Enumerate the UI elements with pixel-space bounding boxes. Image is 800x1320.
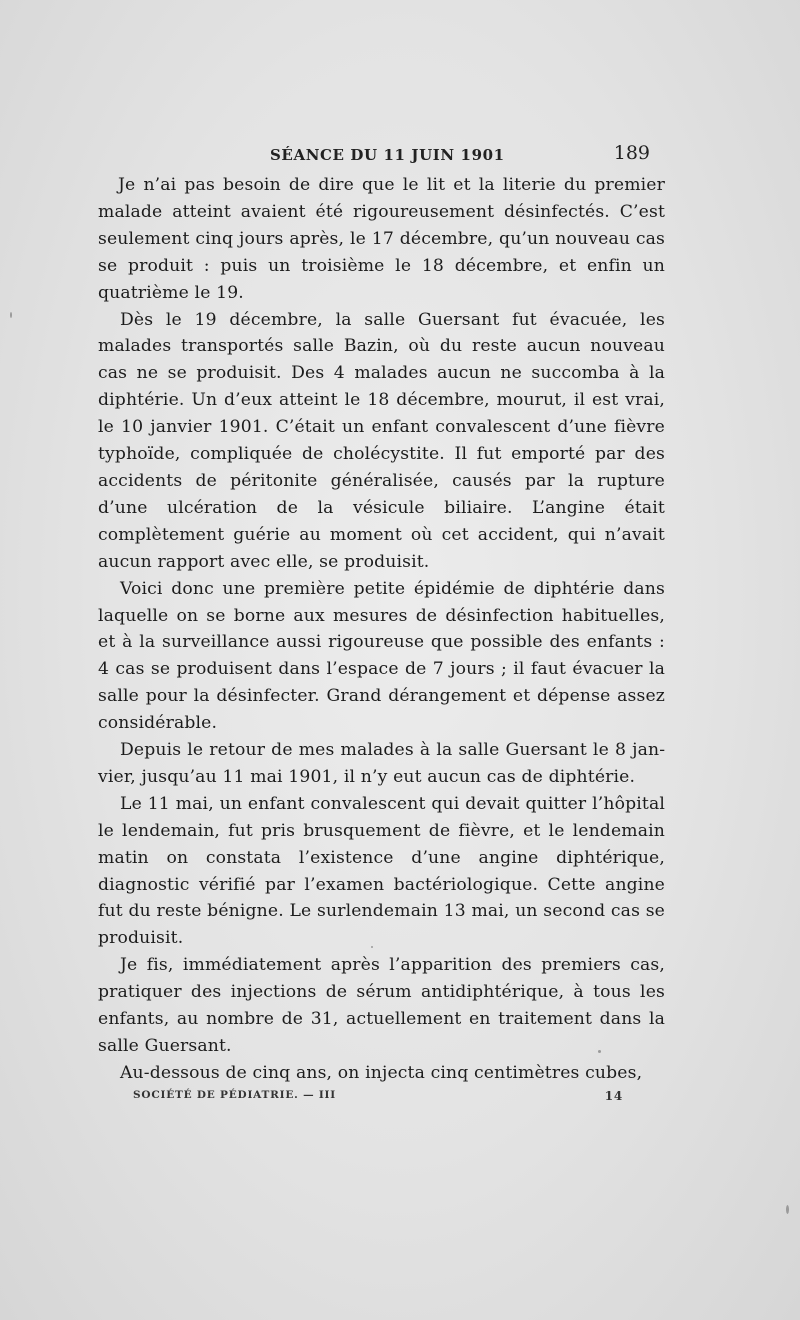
- sheet-number: 14: [604, 1089, 623, 1103]
- paragraph-3: Voici donc une première petite épidémie de diphtérie dans laquelle on se borne aux mesures de désinfection habituelles, et à la surveillance aussi rigoureuse que possible des enfants : 4 cas se produisent dans l’espace de 7 jours ; il faut évacuer la salle pour la désinfecter. Grand dérangement et dépense assez considérable.: [98, 578, 665, 734]
- page-number: 189: [613, 142, 650, 164]
- paragraph-7: Au-dessous de cinq ans, on injecta cinq centimètres cubes,: [120, 1062, 643, 1083]
- body-text: [98, 172, 665, 1087]
- paper-speck: [786, 1205, 789, 1214]
- paragraph-5: Le 11 mai, un enfant convalescent qui devait quitter l’hôpital le lendemain, fut pris brusquement de fièvre, et le lendemain matin on constata l’existence d’une angine diphtérique, diagnostic vérifié par l’examen bactériologique. Cette angine fut du reste bénigne. Le surlendemain 13 mai, un second cas se produisit.: [98, 793, 665, 949]
- paper-speck: [598, 1050, 601, 1053]
- printer-signature: SOCIÉTÉ DE PÉDIATRIE. — III: [133, 1089, 336, 1101]
- paper-speck: [10, 312, 12, 318]
- paragraph-4: Depuis le retour de mes malades à la salle Guersant le 8 janvier, jusqu’au 11 mai 1901, il n’y eut aucun cas de diphtérie.: [98, 740, 665, 787]
- paragraph-6: Je fis, immédiatement après l’apparition des premiers cas, pratiquer des injections de sérum antidiphtérique, à tous les enfants, au nombre de 31, actuellement en traitement dans la salle Guersant.: [98, 955, 665, 1056]
- running-head: [270, 142, 650, 172]
- paper-speck: [371, 946, 373, 948]
- footer: [133, 1089, 623, 1107]
- paragraph-2: Dès le 19 décembre, la salle Guersant fut évacuée, les malades transportés salle Bazin, où du reste aucun nouveau cas ne se produisit. Des 4 malades aucun ne succomba à la diphtérie. Un d’eux atteint le 18 décembre, mourut, il est vrai, le 10 janvier 1901. C’était un enfant convalescent d’une fièvre typhoïde, compliquée de cholécystite. Il fut emporté par des accidents de péritonite généralisée, causés par la rupture d’une ulcération de la vésicule biliaire. L’angine était complètement guérie au moment où cet accident, qui n’avait aucun rapport avec elle, se produisit.: [98, 309, 665, 572]
- paragraph-1: Je n’ai pas besoin de dire que le lit et la literie du premier malade atteint avaient été rigoureusement désinfectés. C’est seulement cinq jours après, le 17 décembre, qu’un nouveau cas se produit : puis un troisième le 18 décembre, et enfin un quatrième le 19.: [98, 175, 665, 303]
- running-title: SÉANCE DU 11 JUIN 1901: [270, 146, 505, 164]
